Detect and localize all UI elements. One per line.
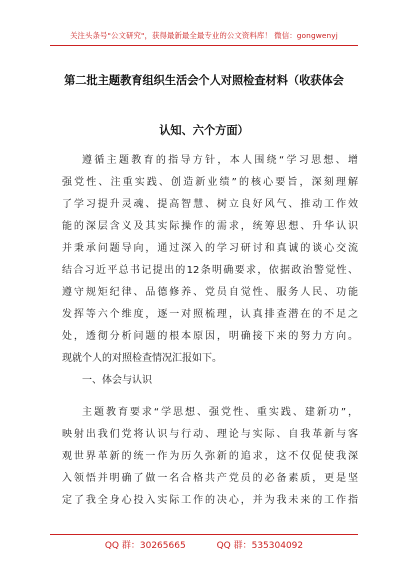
- paragraph-1-line: 结合习近平总书记提出的12条明确要求，依据政治警觉性、: [62, 265, 358, 276]
- paragraph-1-line: 了学习提升灵魂、提高智慧、树立良好风气、推动工作效: [62, 199, 358, 210]
- footer-qq-group-2: QQ 群：535304092: [216, 541, 304, 551]
- paragraph-2-line: 主题教育要求“学思想、强党性、重实践、建新功”，: [82, 407, 358, 418]
- paragraph-1-line: 能的深层含义及其实际操作的需求，统筹思想、升华认识: [62, 221, 358, 232]
- header-promo-note: 关注头条号"公文研究"，获得最新最全最专业的公文资料库！ 微信：gongwenyj: [70, 31, 338, 40]
- document-title-line-2: 认知、六个方面）: [159, 124, 249, 137]
- paragraph-1-line: 发挥等六个维度，逐一对照梳理，认真排查潜在的不足之: [62, 309, 358, 320]
- document-title-line-1: 第二批主题教育组织生活会个人对照检查材料（收获体会: [64, 74, 344, 87]
- header-divider: [50, 45, 358, 46]
- paragraph-2-line: 映射出我们党将认识与行动、理论与实际、自我革新与客: [62, 429, 358, 440]
- footer-divider: [50, 534, 358, 535]
- paragraph-2-line: 定了我全身心投入实际工作的决心，并为我未来的工作指: [62, 495, 358, 506]
- paragraph-2-line: 观世界革新的统一作为历久弥新的追求，这不仅促使我深: [62, 451, 358, 462]
- paragraph-1-line: 遵循主题教育的指导方针，本人围绕“学习思想、增: [82, 155, 358, 166]
- paragraph-1-line: 现就个人的对照检查情况汇报如下。: [62, 353, 222, 364]
- paragraph-1-line: 并秉承问题导向，通过深入的学习研讨和真诚的谈心交流: [62, 243, 358, 254]
- section-1-heading: 一、体会与认识: [82, 375, 152, 386]
- footer-qq-group-1: QQ 群：30265665: [104, 541, 186, 551]
- paragraph-1-line: 处，透彻分析问题的根本原因，明确接下来的努力方向。: [62, 331, 358, 342]
- paragraph-1-line: 强党性、注重实践、创造新业绩”的核心要旨，深刻理解: [62, 177, 358, 188]
- paragraph-2-line: 入领悟并明确了做一名合格共产党员的必备素质，更是坚: [62, 473, 358, 484]
- footer-contacts: [0, 538, 408, 551]
- paragraph-1-line: 遵守规矩纪律、品德修养、党员自觉性、服务人民、功能: [62, 287, 358, 298]
